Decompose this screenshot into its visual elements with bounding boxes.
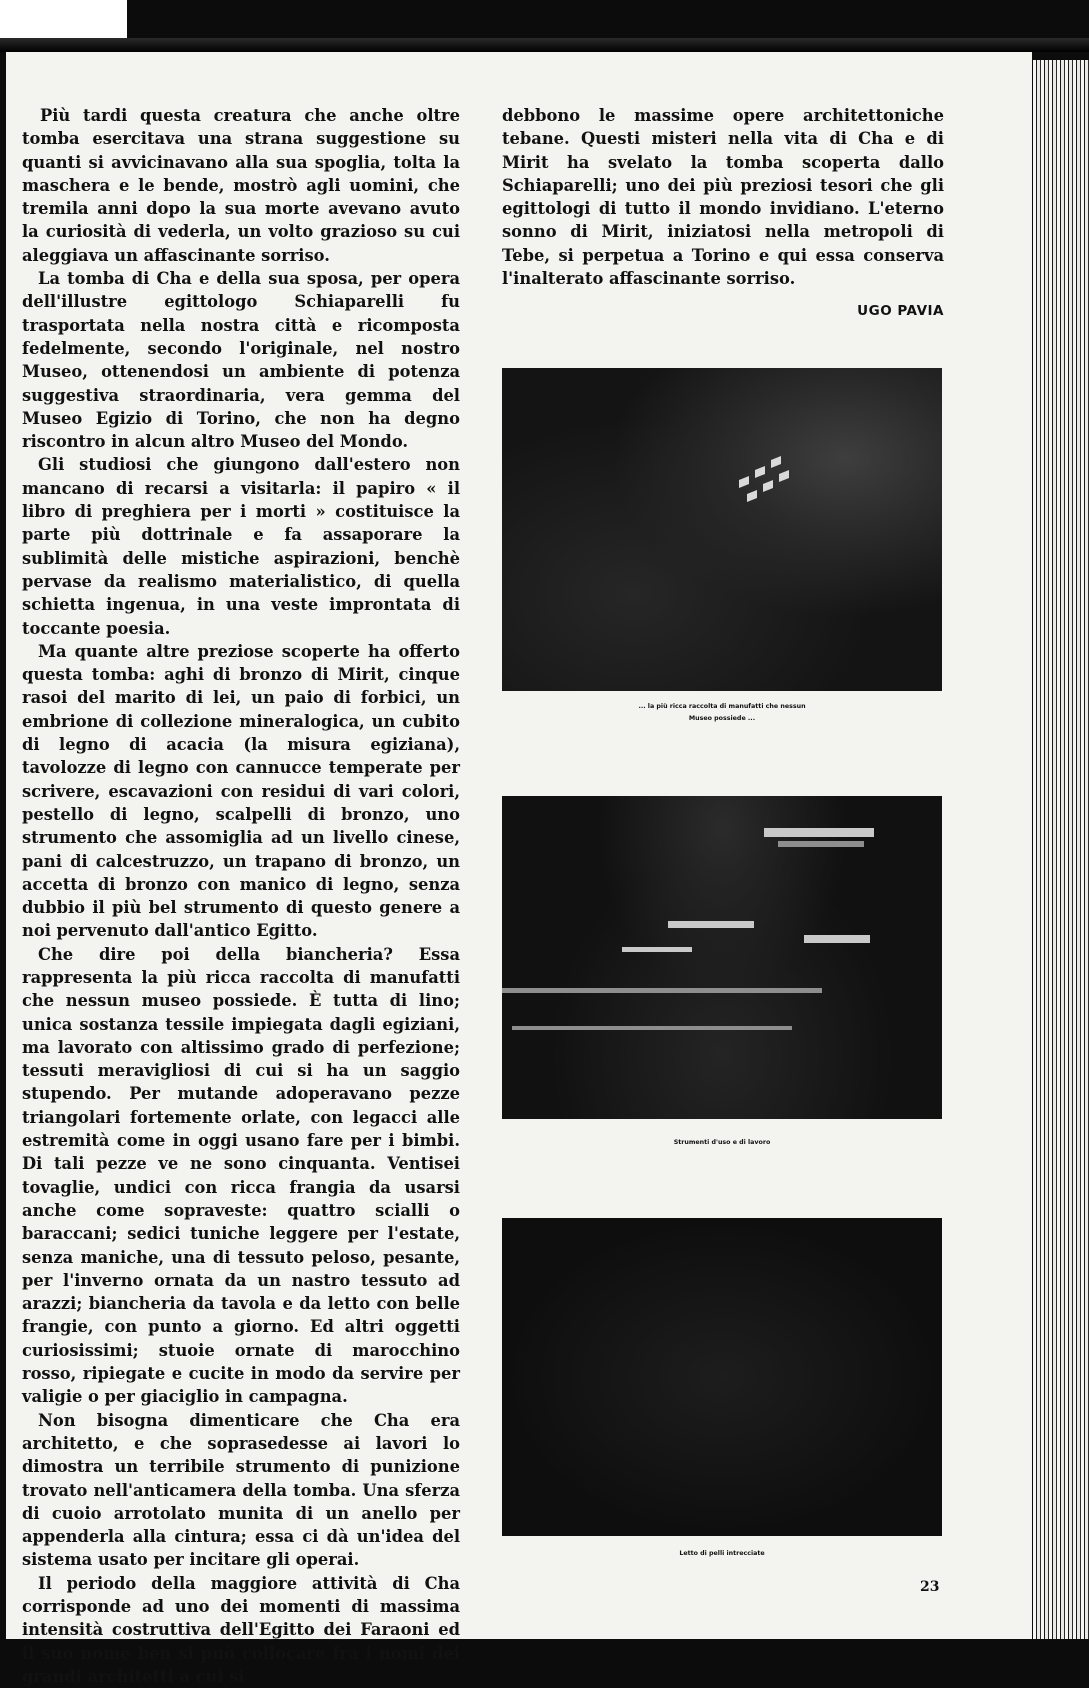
- scan-corner-label: [0, 0, 127, 38]
- photo-detail: [771, 456, 781, 468]
- photo-detail: [764, 828, 874, 837]
- caption-line: Museo possiede ...: [688, 715, 756, 722]
- photo-detail: [668, 921, 754, 928]
- photo-bed: [502, 1218, 942, 1536]
- paragraph: Più tardi questa creatura che anche oltre tomba esercitava una strana suggestione su quanti si avvicinavano alla sua spoglia, tolta la maschera e le bende, mostrò agli uomini, che tremila anni dopo la sua morte avevano avuto la curiosità di vederla, un volto grazioso su cui aleggiava un affascinante sorriso.: [22, 106, 460, 265]
- caption-line: ... la più ricca raccolta di manufatti che nessun: [638, 703, 806, 710]
- photo-detail: [778, 841, 864, 847]
- paragraph: Che dire poi della biancheria? Essa rappresenta la più ricca raccolta di manufatti che nessun museo possiede. È tutta di lino; unica sostanza tessile impiegata dagli egiziani, ma lavorato con altissimo grado di perfezione; tessuti meravigliosi di cui si ha un saggio stupendo. Per mutande adoperavano pezze triangolari fortemente orlate, con legacci alle estremità come in oggi usano fare per i bimbi. Di tali pezze ve ne sono cinquanta. Ventisei tovaglie, undici con ricca frangia da usarsi anche come sopraveste: quattro scialli o baraccani; sedici tuniche leggere per l'estate, senza maniche, una di tessuto peloso, pesante, per l'inverno ornata da un nastro tessuto ad arazzi; biancheria da tavola e da letto con belle frangie, con punto a giorno. Ed altri oggetti curiosissimi; stuoie ornate di marocchino rosso, ripiegate e cucite in modo da servire per valigie o per giaciglio in campagna.: [22, 944, 460, 1407]
- photo-detail: [512, 1026, 792, 1030]
- paragraph: Gli studiosi che giungono dall'estero non mancano di recarsi a visitarla: il papiro « il libro di preghiera per i morti » costituisce la parte più dottrinale e fa assaporare la sublimità delle mistiche aspirazioni, benchè pervase da realismo materialistico, di quella schietta ingenua, in una veste improntata di toccante poesia.: [22, 455, 460, 638]
- photo-detail: [622, 947, 692, 952]
- photo-detail: [739, 476, 749, 488]
- article-left-column: [22, 104, 460, 1688]
- photo-tools: [502, 796, 942, 1119]
- article-right-column: [502, 104, 944, 290]
- paragraph: Ma quante altre preziose scoperte ha offerto questa tomba: aghi di bronzo di Mirit, cinque rasoi del marito di lei, un paio di forbici, un embrione di collezione mineralogica, un cubito di legno di acacia (la misura egiziana), tavolozze di legno con cannucce temperate per scrivere, escavazioni con residui di vari colori, pestello di legno, scalpelli di bronzo, uno strumento che assomiglia ad un livello cinese, pani di calcestruzzo, un trapano di bronzo, un accetta di bronzo con manico di legno, senza dubbio il più bel strumento di questo genere a noi pervenuto dall'antico Egitto.: [22, 641, 460, 941]
- figure-caption: [502, 1137, 942, 1149]
- page-number: 23: [920, 1579, 940, 1595]
- photo-detail: [779, 470, 789, 482]
- scan-edge: [0, 38, 1089, 52]
- photo-detail: [747, 490, 757, 502]
- photo-detail: [502, 988, 822, 993]
- photo-detail: [763, 480, 773, 492]
- paragraph: Non bisogna dimenticare che Cha era architetto, e che soprasedesse ai lavori lo dimostra un terribile strumento di punizione trovato nell'anticamera della tomba. Una sferza di cuoio arrotolato munita di un anello per appenderla alla cintura; essa ci dà un'idea del sistema usato per incitare gli operai.: [22, 1410, 460, 1570]
- figure-caption: [502, 701, 942, 725]
- paragraph: Il periodo della maggiore attività di Cha corrisponde ad uno dei momenti di massima intensità costruttiva dell'Egitto dei Faraoni ed il suo nome ben si può collocare fra i nomi dei grandi architetti a cui si: [22, 1573, 460, 1686]
- paragraph: debbono le massime opere architettoniche tebane. Questi misteri nella vita di Cha e di Mirit ha svelato la tomba scoperta dallo Schiaparelli; uno dei più preziosi tesori che gli egittologi di tutto il mondo invidiano. L'eterno sonno di Mirit, iniziatosi nella metropoli di Tebe, si perpetua a Torino e qui essa conserva l'inalterato affascinante sorriso.: [502, 106, 944, 289]
- paragraph: La tomba di Cha e della sua sposa, per opera dell'illustre egittologo Schiaparelli fu trasportata nella nostra città e ricomposta fedelmente, secondo l'originale, nel nostro Museo, ottenendosi un ambiente di potenza suggestiva straordinaria, vera gemma del Museo Egizio di Torino, che non ha degno riscontro in alcun altro Museo del Mondo.: [22, 269, 460, 452]
- author-byline: UGO PAVIA: [857, 303, 944, 319]
- photo-textiles: [502, 368, 942, 691]
- caption-line: Strumenti d'uso e di lavoro: [673, 1139, 771, 1146]
- caption-line: Letto di pelli intrecciate: [679, 1550, 765, 1557]
- page-stack-edge: [1033, 60, 1089, 1639]
- photo-detail: [804, 935, 870, 943]
- photo-detail: [755, 466, 765, 478]
- figure-caption: [502, 1548, 942, 1560]
